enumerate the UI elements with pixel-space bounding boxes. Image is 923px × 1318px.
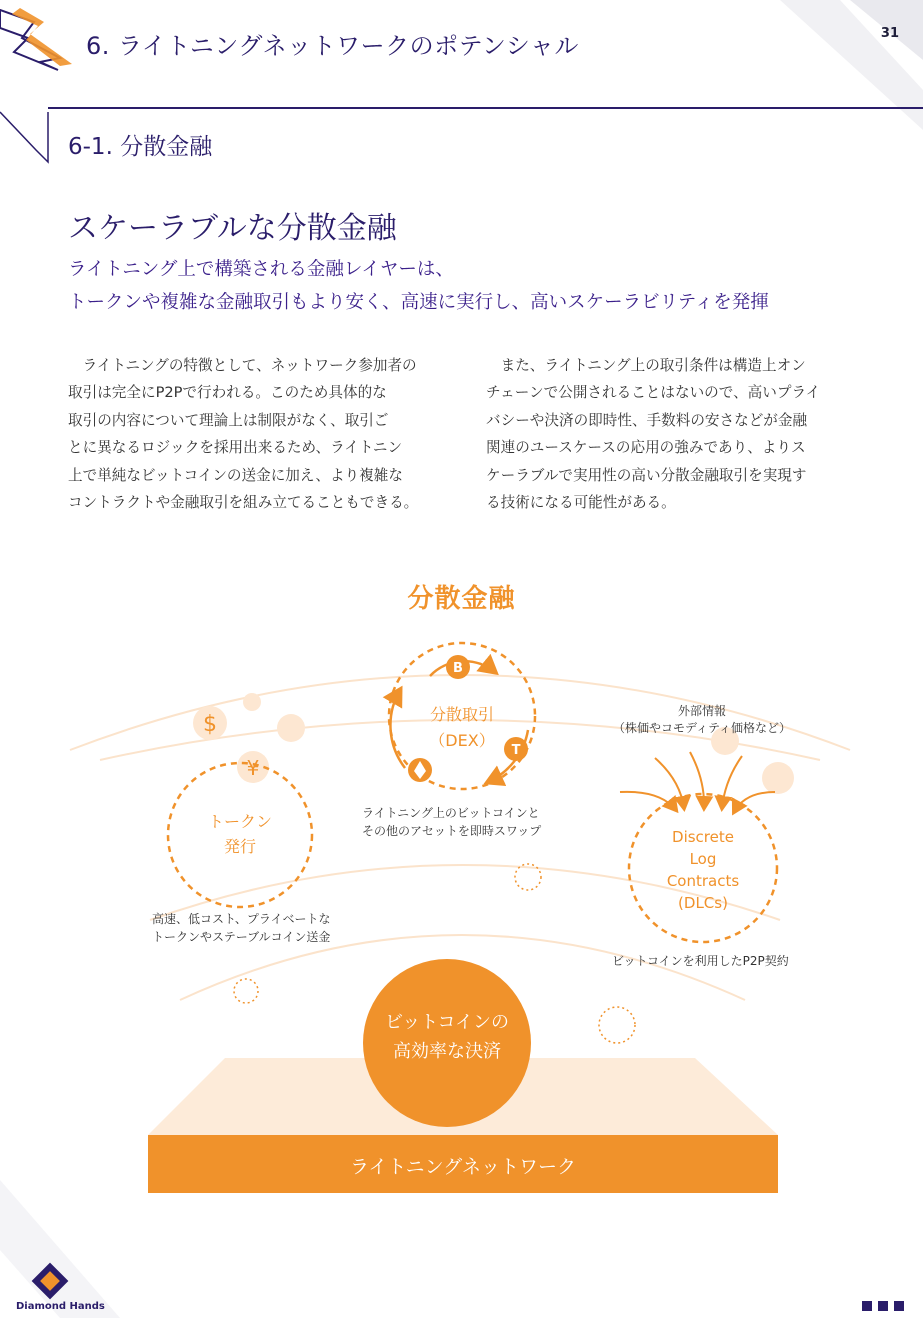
defi-diagram	[0, 620, 923, 1200]
center-label-line1: ビットコインの	[384, 1012, 510, 1033]
body-column-right	[486, 352, 866, 516]
chapter-title: 6. ライトニングネットワークのポテンシャル	[86, 32, 579, 60]
swap-arrow	[390, 690, 405, 768]
bitcoin-symbol: B	[453, 661, 463, 676]
body-line: 取引の内容について理論上は制限がなく、取引ご	[68, 411, 389, 429]
bubble	[762, 762, 794, 794]
dlc-label-line1: Discrete	[672, 828, 734, 846]
section-title: 6-1. 分散金融	[68, 134, 213, 160]
page-marker	[862, 1301, 872, 1311]
lead-line-2: トークンや複雑な金融取引もより安く、高速に実行し、高いスケーラビリティを発揮	[68, 292, 769, 313]
header-divider	[48, 107, 923, 109]
body-line: 上で単純なビットコインの送金に加え、より複雑な	[68, 466, 403, 484]
body-line: 取引は完全にP2Pで行われる。このため具体的な	[68, 384, 387, 402]
body-line: ケーラブルで実用性の高い分散金融取引を実現す	[486, 466, 807, 484]
bubble-outline	[234, 979, 258, 1003]
data-feed-arrow	[690, 752, 704, 808]
token-label-line1: トークン	[207, 812, 273, 831]
page-marker	[894, 1301, 904, 1311]
data-feed-arrow	[620, 792, 676, 810]
dollar-icon: $	[203, 712, 217, 737]
data-feed-arrow	[655, 758, 684, 808]
body-column-left	[68, 352, 448, 516]
body-line: バシーや決済の即時性、手数料の安さなどが金融	[486, 411, 808, 429]
body-line: また、ライトニング上の取引条件は構造上オン	[500, 357, 806, 374]
body-line: る技術になる可能性がある。	[486, 494, 676, 512]
data-feed-arrow	[734, 792, 775, 812]
bubble	[277, 714, 305, 742]
bubble	[243, 693, 261, 711]
lead-line-1: ライトニング上で構築される金融レイヤーは、	[68, 259, 454, 280]
dex-desc-line1: ライトニング上のビットコインと	[362, 806, 540, 820]
dlc-desc: ビットコインを利用したP2P契約	[612, 954, 789, 968]
corner-stripe	[0, 1180, 120, 1318]
dex-desc-line2: その他のアセットを即時スワップ	[362, 824, 542, 838]
dlc-label-line3: Contracts	[666, 872, 740, 890]
token-desc-line2: トークンやステーブルコイン送金	[152, 930, 331, 944]
body-line: コントラクトや金融取引を組み立てることもできる。	[68, 494, 419, 512]
page-number: 31	[880, 26, 899, 41]
dlc-circle	[629, 794, 777, 942]
bubble-outline	[599, 1007, 635, 1043]
dex-label-line2: （DEX）	[429, 731, 495, 750]
center-label-line2: 高効率な決済	[393, 1041, 501, 1062]
body-line: とに異なるロジックを採用出来るため、ライトニン	[68, 439, 403, 457]
token-desc-line1: 高速、低コスト、プライベートな	[152, 912, 331, 926]
page-marker	[878, 1301, 888, 1311]
brand-name: Diamond Hands	[16, 1301, 105, 1312]
dlc-label-line4: (DLCs)	[678, 894, 728, 912]
headline: スケーラブルな分散金融	[68, 211, 397, 246]
dlc-label-line2: Log	[689, 850, 717, 868]
external-info-line2: （株価やコモディティ価格など）	[612, 721, 792, 735]
tether-symbol: T	[511, 743, 521, 758]
dex-label-line1: 分散取引	[429, 705, 495, 724]
token-label-line2: 発行	[223, 837, 257, 856]
yen-icon: ¥	[246, 756, 260, 780]
platform-label: ライトニングネットワーク	[349, 1156, 577, 1178]
lightning-accent-icon	[12, 8, 72, 66]
body-line: 関連のユースケースの応用の強みであり、よりス	[486, 439, 806, 457]
diagram-title: 分散金融	[407, 584, 516, 614]
body-line: ライトニングの特徴として、ネットワーク参加者の	[82, 357, 417, 374]
body-line: チェーンで公開されることはないので、高いプライ	[486, 384, 821, 402]
footer-decoration	[0, 1170, 923, 1318]
token-circle	[168, 763, 312, 907]
external-info-line1: 外部情報	[677, 704, 727, 718]
section-corner-mark	[0, 112, 48, 162]
